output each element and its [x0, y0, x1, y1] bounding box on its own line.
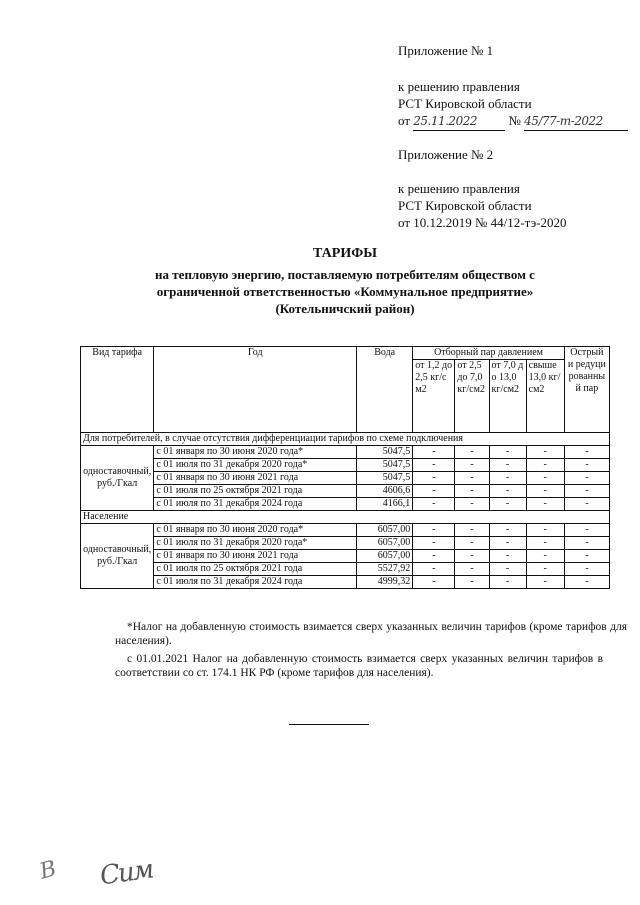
pressure-1-cell: -: [413, 498, 455, 511]
appendix-1-from: от: [398, 113, 411, 128]
handwritten-signature: Сим: [98, 854, 155, 892]
pressure-3-cell: -: [489, 446, 526, 459]
pressure-1-cell: -: [413, 576, 455, 589]
period-cell: с 01 июля по 31 декабря 2024 года: [154, 498, 357, 511]
sharp-steam-cell: -: [564, 563, 609, 576]
header-sharp-steam: Острый и редуцированный пар: [564, 347, 609, 433]
appendix-2-line1: к решению правления: [398, 181, 520, 196]
pressure-2-cell: -: [455, 446, 489, 459]
vat-note-2: с 01.01.2021 Налог на добавленную стоимость взимается сверх указанных величин тарифов в соответствии со ст. 174.1 НК РФ (кроме тарифов для населения).: [115, 653, 603, 679]
sharp-steam-cell: -: [564, 472, 609, 485]
water-cell: 5047,5: [357, 459, 413, 472]
sharp-steam-cell: -: [564, 485, 609, 498]
appendix-1-block: [398, 42, 493, 59]
pressure-4-cell: -: [526, 576, 564, 589]
table-row: [81, 563, 610, 576]
period-cell: с 01 января по 30 июня 2021 года: [154, 472, 357, 485]
water-cell: 6057,00: [357, 550, 413, 563]
pressure-1-cell: -: [413, 550, 455, 563]
water-cell: 5527,92: [357, 563, 413, 576]
water-cell: 4166,1: [357, 498, 413, 511]
section-title: Для потребителей, в случае отсутствия дифференциации тарифов по схеме подключения: [81, 433, 610, 446]
period-cell: с 01 июля по 25 октября 2021 года: [154, 563, 357, 576]
header-steam: Отборный пар давлением: [413, 347, 565, 360]
appendix-2-line2: РСТ Кировской области: [398, 198, 532, 213]
header-pressure-3: от 7,0 до 13,0 кг/см2: [489, 360, 526, 433]
sharp-steam-cell: -: [564, 550, 609, 563]
table-row: [81, 446, 610, 459]
pressure-1-cell: -: [413, 459, 455, 472]
header-tariff-type: Вид тарифа: [81, 347, 154, 433]
pressure-1-cell: -: [413, 537, 455, 550]
sharp-steam-cell: -: [564, 524, 609, 537]
pressure-2-cell: -: [455, 524, 489, 537]
period-cell: с 01 июля по 31 декабря 2020 года*: [154, 537, 357, 550]
sharp-steam-cell: -: [564, 576, 609, 589]
header-pressure-2: от 2,5 до 7,0 кг/см2: [455, 360, 489, 433]
pressure-4-cell: -: [526, 550, 564, 563]
pressure-3-cell: -: [489, 550, 526, 563]
pressure-4-cell: -: [526, 459, 564, 472]
pressure-3-cell: -: [489, 485, 526, 498]
water-cell: 4999,32: [357, 576, 413, 589]
pressure-4-cell: -: [526, 485, 564, 498]
pressure-3-cell: -: [489, 459, 526, 472]
appendix-1-date-handwritten: 25.11.2022: [413, 113, 505, 131]
period-cell: с 01 января по 30 июня 2020 года*: [154, 524, 357, 537]
appendix-1-number-handwritten: 45/77-т-2022: [524, 113, 628, 131]
water-cell: 4606,6: [357, 485, 413, 498]
table-row: [81, 576, 610, 589]
header-year: Год: [154, 347, 357, 433]
separator-line: [289, 724, 369, 725]
pressure-4-cell: -: [526, 472, 564, 485]
pressure-1-cell: -: [413, 485, 455, 498]
period-cell: с 01 января по 30 июня 2021 года: [154, 550, 357, 563]
water-cell: 6057,00: [357, 524, 413, 537]
sharp-steam-cell: -: [564, 459, 609, 472]
tariff-type-cell: одноставочный, руб./Гкал: [81, 524, 154, 589]
pressure-1-cell: -: [413, 524, 455, 537]
sharp-steam-cell: -: [564, 537, 609, 550]
sharp-steam-cell: -: [564, 498, 609, 511]
pressure-3-cell: -: [489, 472, 526, 485]
header-water: Вода: [357, 347, 413, 433]
period-cell: с 01 января по 30 июня 2020 года*: [154, 446, 357, 459]
pressure-4-cell: -: [526, 537, 564, 550]
water-cell: 5047,5: [357, 446, 413, 459]
pressure-4-cell: -: [526, 446, 564, 459]
table-row: [81, 459, 610, 472]
pressure-1-cell: -: [413, 472, 455, 485]
appendix-2-block: [398, 146, 493, 163]
pressure-3-cell: -: [489, 537, 526, 550]
document-subtitle: [80, 266, 610, 317]
pressure-2-cell: -: [455, 459, 489, 472]
appendix-1-line2: РСТ Кировской области: [398, 96, 532, 111]
table-row: [81, 550, 610, 563]
tariff-type-cell: одноставочный, руб./Гкал: [81, 446, 154, 511]
pressure-3-cell: -: [489, 576, 526, 589]
section-title: Население: [81, 511, 610, 524]
table-row: [81, 524, 610, 537]
pressure-2-cell: -: [455, 550, 489, 563]
table-row: [81, 485, 610, 498]
pressure-3-cell: -: [489, 563, 526, 576]
handwritten-initial: В: [37, 856, 60, 885]
appendix-1-number-label: №: [508, 113, 521, 128]
header-pressure-1: от 1,2 до 2,5 кг/см2: [413, 360, 455, 433]
pressure-2-cell: -: [455, 498, 489, 511]
document-title: ТАРИФЫ: [313, 246, 377, 261]
pressure-3-cell: -: [489, 524, 526, 537]
appendix-1-line1: к решению правления: [398, 79, 520, 94]
pressure-4-cell: -: [526, 524, 564, 537]
pressure-4-cell: -: [526, 563, 564, 576]
subtitle-line1: на тепловую энергию, поставляемую потребителям обществом с: [155, 267, 535, 282]
tariff-table: [80, 346, 610, 589]
period-cell: с 01 июля по 25 октября 2021 года: [154, 485, 357, 498]
appendix-1-decision: [398, 78, 628, 131]
appendix-2-decision: [398, 180, 567, 231]
table-row: [81, 537, 610, 550]
pressure-2-cell: -: [455, 537, 489, 550]
table-row: [81, 472, 610, 485]
subtitle-line2: ограниченной ответственностью «Коммунальное предприятие»: [156, 284, 534, 299]
pressure-2-cell: -: [455, 576, 489, 589]
pressure-1-cell: -: [413, 446, 455, 459]
pressure-3-cell: -: [489, 498, 526, 511]
pressure-2-cell: -: [455, 563, 489, 576]
water-cell: 5047,5: [357, 472, 413, 485]
appendix-1-date-line: [398, 112, 628, 131]
pressure-2-cell: -: [455, 485, 489, 498]
header-pressure-4: свыше 13,0 кг/см2: [526, 360, 564, 433]
water-cell: 6057,00: [357, 537, 413, 550]
period-cell: с 01 июля по 31 декабря 2024 года: [154, 576, 357, 589]
pressure-2-cell: -: [455, 472, 489, 485]
vat-note-1: *Налог на добавленную стоимость взимается сверх указанных величин тарифов (кроме тарифов для населения).: [115, 621, 627, 647]
period-cell: с 01 июля по 31 декабря 2020 года*: [154, 459, 357, 472]
appendix-2-title: Приложение № 2: [398, 147, 494, 162]
appendix-2-line3: от 10.12.2019 № 44/12-тэ-2020: [398, 215, 567, 230]
subtitle-line3: (Котельничский район): [275, 301, 415, 316]
pressure-4-cell: -: [526, 498, 564, 511]
table-row: [81, 498, 610, 511]
sharp-steam-cell: -: [564, 446, 609, 459]
appendix-1-title: Приложение № 1: [398, 43, 494, 58]
pressure-1-cell: -: [413, 563, 455, 576]
